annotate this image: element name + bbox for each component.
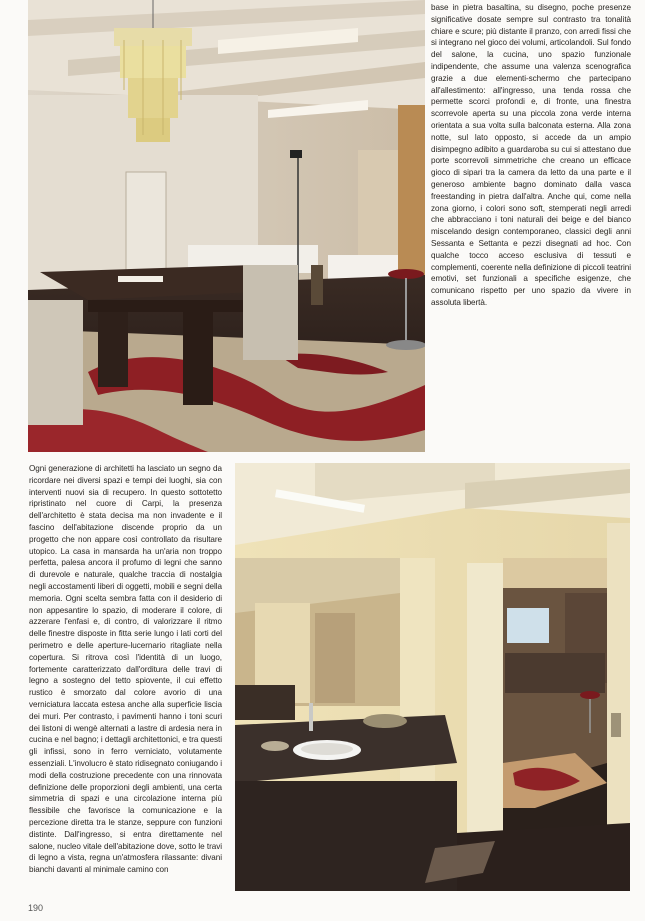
bathroom-photo — [235, 463, 630, 891]
page-number: 190 — [28, 903, 44, 913]
article-text-column: Ogni generazione di architetti ha lasciato un segno da ricordare nei diversi spazi e tempi dei luoghi, sia con interventi nuovi sia di recupero. In questo sottotetto ripristinato nel cuore di Carpi, la presenza dell'architetto è stata decisa ma non invadente e il fascino dell'abitazione discende proprio da un progetto che non appare così controllato da risultare utopico. La casa in mansarda ha un'aria non troppo perfetta, palesa ancora il profumo di legni che sanno di durevole e naturale, qualche traccia di nostalgia negli accostamenti liberi di oggetti, mobili e segni della memoria. Ogni scelta sembra fatta con il desiderio di non appesantire lo spazio, di moderare il colore, di azzerare l'enfasi e, di contro, di valorizzare il ritmo delle finestre disposte in fitta serie lungo i lati corti del perimetro e delle aperture-lucernario ritagliate nella copertura. Si ritrova così l'identità di un luogo, fortemente caratterizzato dall'orditura delle travi di legno a sostegno del tetto spiovente, il cui effetto rustico è smorzato dal colore avorio di una verniciatura laccata estesa anche alla superficie liscia dei muri. Per contrasto, i pavimenti hanno i toni scuri dei listoni di wengè alternati a lastre di ardesia nera in cucina e nel bagno; i dettagli architettonici, e tra questi gli infissi, sono in ferro verniciato, volutamente essenziali. L'involucro è stato ridisegnato coniugando i modi della costruzione precedente con una rinnovata definizione delle proporzioni degli ambienti, una certa simmetria di spazi e una circolazione interna più flessibile che favorisce la comunicazione e la percezione diretta tra le stanze, seppure con funzioni distinte. Dall'ingresso, si entra direttamente nel salone, nucleo vitale dell'abitazione dove, sotto le travi di legno a vista, regna un'atmosfera rilassante: divani bianchi davanti al minimale camino con — [29, 464, 222, 875]
article-text-column: base in pietra basaltina, su disegno, poche presenze significative dosate sempre sul contrasto tra tonalità chiare e scure; più distante il pranzo, con arredi fissi che si integrano nel gioco dei volumi, articolandoli. Sul fondo del salone, la cucina, uno spazio funzionale indipendente, che assume una valenza scenografica grazie a due elementi-schermo che partecipano all'allestimento: all'ingresso, una tenda rossa che permette scorci profondi e, di fronte, una finestra scorrevole aperta su una piccola zona verde interna orientata a sua volta sulla balconata esterna. Alla zona notte, sul lato opposto, si accede da un ampio disimpegno adibito a guardaroba su cui si attestano due porte scorrevoli simmetriche che creano un efficace gioco di sipari tra la camera da letto da una parte e il generoso ambiente bagno dominato dalla vasca freestanding in pietra dall'altra. Anche qui, come nella zona giorno, i colori sono soft, stemperati negli arredi che abbracciano i toni naturali dei beige e del bianco miscelando design contemporaneo, classici degli anni Sessanta e Settanta e pezzi disegnati ad hoc. Con qualche tocco acceso esclusiva di tessuti e complementi, coerente nella definizione di piccoli teatrini emotivi, set funzionali a specifiche esigenze, che comunicano rispetto per uno spazio da vivere in assoluta libertà. — [431, 3, 631, 307]
living-room-photo — [28, 0, 425, 452]
